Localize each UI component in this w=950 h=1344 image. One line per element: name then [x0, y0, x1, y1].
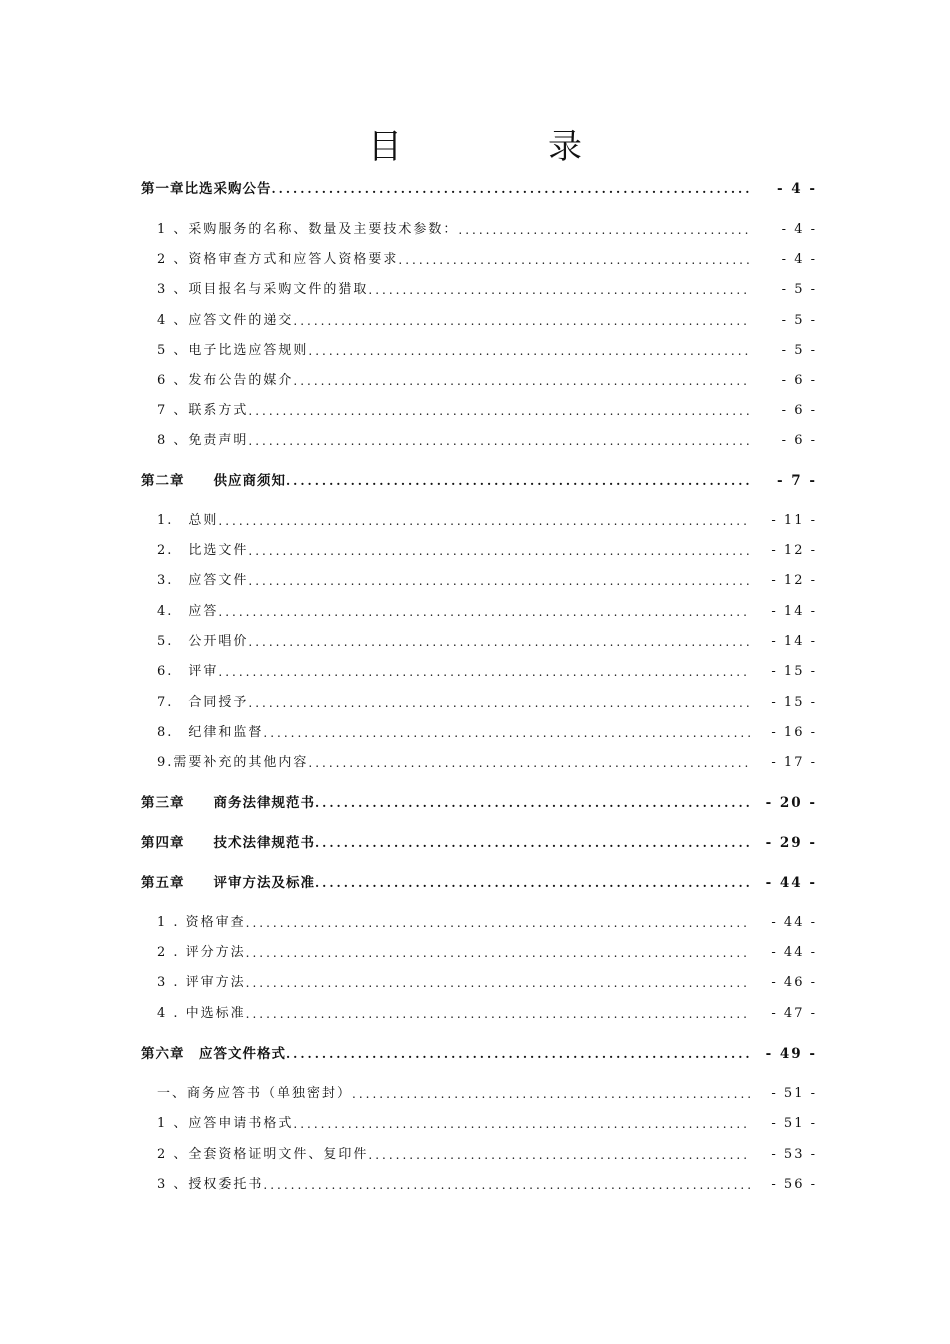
- toc-label: 一、商务应答书（单独密封）: [157, 1086, 353, 1101]
- leader-dots: [272, 178, 752, 200]
- toc-page-number: - 49 -: [765, 1046, 817, 1062]
- toc-page-number: - 16 -: [771, 725, 817, 740]
- toc-page-number: - 51 -: [771, 1116, 817, 1131]
- toc-page-number: - 4 -: [781, 252, 817, 267]
- leader-dots: [293, 370, 751, 392]
- toc-section[interactable]: [141, 540, 817, 562]
- leader-dots: [315, 792, 751, 814]
- toc-section[interactable]: [141, 601, 817, 623]
- toc-label: 1 、采购服务的名称、数量及主要技术参数：: [157, 222, 459, 237]
- toc-section[interactable]: [141, 570, 817, 592]
- leader-dots: [293, 1113, 751, 1135]
- toc-section[interactable]: [141, 249, 817, 271]
- leader-dots: [218, 510, 751, 532]
- toc-page-number: - 44 -: [771, 945, 817, 960]
- toc-chapter-5[interactable]: [141, 872, 817, 894]
- toc-label: 7 、联系方式: [157, 403, 249, 418]
- toc-label: 8 、免责声明: [157, 433, 249, 448]
- leader-dots: [286, 470, 751, 492]
- toc-section[interactable]: [141, 1083, 817, 1105]
- toc-chapter-1[interactable]: [141, 178, 817, 200]
- toc-section[interactable]: [141, 692, 817, 714]
- toc-page-number: - 11 -: [771, 513, 817, 528]
- toc-page-number: - 47 -: [771, 1006, 817, 1021]
- toc-label: 2 、资格审查方式和应答人资格要求: [157, 252, 399, 267]
- leader-dots: [248, 692, 751, 714]
- toc-page-number: - 6 -: [781, 433, 817, 448]
- toc-label: 8. 纪律和监督: [157, 725, 264, 740]
- toc-label: 1. 总则: [157, 513, 219, 528]
- toc-page-number: - 29 -: [765, 835, 817, 851]
- toc-section[interactable]: [141, 752, 817, 774]
- toc-label: 第三章 商务法律规范书: [141, 795, 315, 811]
- leader-dots: [308, 752, 751, 774]
- leader-dots: [315, 832, 751, 854]
- leader-dots: [398, 249, 751, 271]
- toc-section[interactable]: [141, 722, 817, 744]
- toc-chapter-6[interactable]: [141, 1043, 817, 1065]
- toc-page-number: - 51 -: [771, 1086, 817, 1101]
- toc-label: 4 、应答文件的递交: [157, 313, 294, 328]
- leader-dots: [293, 310, 751, 332]
- leader-dots: [246, 912, 751, 934]
- toc-page-number: - 6 -: [781, 403, 817, 418]
- toc-section[interactable]: [141, 1113, 817, 1135]
- toc-section[interactable]: [141, 661, 817, 683]
- leader-dots: [248, 540, 751, 562]
- toc-page-number: - 6 -: [781, 373, 817, 388]
- leader-dots: [308, 340, 751, 362]
- leader-dots: [246, 972, 751, 994]
- leader-dots: [248, 570, 751, 592]
- toc-section[interactable]: [141, 972, 817, 994]
- leader-dots: [286, 1043, 751, 1065]
- toc-label: 3 . 评审方法: [157, 975, 246, 990]
- toc-section[interactable]: [141, 631, 817, 653]
- toc-section[interactable]: [141, 310, 817, 332]
- toc-label: 2 . 评分方法: [157, 945, 246, 960]
- leader-dots: [263, 1174, 751, 1196]
- leader-dots: [218, 661, 751, 683]
- toc-label: 6. 评审: [157, 664, 219, 679]
- toc-label: 第五章 评审方法及标准: [141, 875, 315, 891]
- toc-label: 7. 合同授予: [157, 695, 249, 710]
- toc-section[interactable]: [141, 400, 817, 422]
- leader-dots: [368, 1144, 751, 1166]
- toc-page-number: - 56 -: [771, 1177, 817, 1192]
- toc-label: 6 、发布公告的媒介: [157, 373, 294, 388]
- toc-page-number: - 15 -: [771, 664, 817, 679]
- leader-dots: [263, 722, 751, 744]
- toc-chapter-3[interactable]: [141, 792, 817, 814]
- leader-dots: [248, 631, 751, 653]
- toc-label: 1 . 资格审查: [157, 915, 246, 930]
- toc-page-number: - 20 -: [765, 795, 817, 811]
- toc-section[interactable]: [141, 912, 817, 934]
- toc-page-number: - 53 -: [771, 1147, 817, 1162]
- toc-page-number: - 12 -: [771, 573, 817, 588]
- toc-section[interactable]: [141, 1144, 817, 1166]
- toc-label: 3 、授权委托书: [157, 1177, 264, 1192]
- toc-section[interactable]: [141, 430, 817, 452]
- toc-page-number: - 44 -: [765, 875, 817, 891]
- toc-page-number: - 7 -: [777, 473, 817, 489]
- toc-page-number: - 46 -: [771, 975, 817, 990]
- toc-page-number: - 15 -: [771, 695, 817, 710]
- toc-label: 第四章 技术法律规范书: [141, 835, 315, 851]
- leader-dots: [315, 872, 751, 894]
- toc-section[interactable]: [141, 1174, 817, 1196]
- toc-section[interactable]: [141, 370, 817, 392]
- toc-page-number: - 14 -: [771, 604, 817, 619]
- leader-dots: [218, 601, 751, 623]
- toc-label: 3. 应答文件: [157, 573, 249, 588]
- toc-section[interactable]: [141, 1003, 817, 1025]
- toc-label: 第六章 应答文件格式: [141, 1046, 286, 1062]
- toc-label: 2 、全套资格证明文件、复印件: [157, 1147, 369, 1162]
- toc-section[interactable]: [141, 942, 817, 964]
- toc-page-number: - 5 -: [781, 282, 817, 297]
- toc-label: 第二章 供应商须知: [141, 473, 286, 489]
- page-title: 目 录: [368, 127, 638, 167]
- toc-section[interactable]: [141, 279, 817, 301]
- leader-dots: [352, 1083, 751, 1105]
- toc-label: 5. 公开唱价: [157, 634, 249, 649]
- toc-page-number: - 12 -: [771, 543, 817, 558]
- toc-label: 5 、电子比选应答规则: [157, 343, 309, 358]
- toc-page-number: - 5 -: [781, 343, 817, 358]
- leader-dots: [246, 942, 751, 964]
- toc-page-number: - 17 -: [771, 755, 817, 770]
- toc-label: 9.需要补充的其他内容: [157, 755, 309, 770]
- toc-label: 1 、应答申请书格式: [157, 1116, 294, 1131]
- toc-section[interactable]: [141, 510, 817, 532]
- toc-label: 2. 比选文件: [157, 543, 249, 558]
- toc-section[interactable]: [141, 340, 817, 362]
- leader-dots: [246, 1003, 751, 1025]
- toc-section[interactable]: [141, 219, 817, 241]
- toc-page-number: - 14 -: [771, 634, 817, 649]
- leader-dots: [458, 219, 751, 241]
- toc-label: 3 、项目报名与采购文件的猎取: [157, 282, 369, 297]
- toc-page-number: - 5 -: [781, 313, 817, 328]
- leader-dots: [368, 279, 751, 301]
- leader-dots: [248, 400, 751, 422]
- toc-label: 4. 应答: [157, 604, 219, 619]
- toc-chapter-4[interactable]: [141, 832, 817, 854]
- toc-page-number: - 4 -: [777, 181, 817, 197]
- leader-dots: [248, 430, 751, 452]
- toc-label: 4 . 中选标准: [157, 1006, 246, 1021]
- toc-chapter-2[interactable]: [141, 470, 817, 492]
- toc-page-number: - 44 -: [771, 915, 817, 930]
- toc-page-number: - 4 -: [781, 222, 817, 237]
- toc-label: 第一章比选采购公告: [141, 181, 272, 197]
